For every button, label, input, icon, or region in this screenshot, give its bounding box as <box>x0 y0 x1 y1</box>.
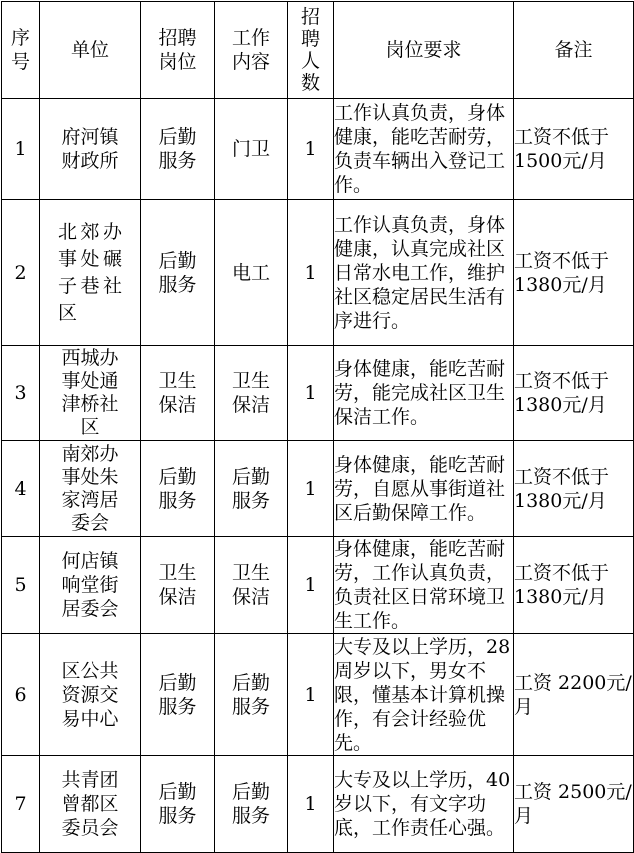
cell-requirements: 工作认真负责，身体健康，认真完成社区日常水电工作，维护社区稳定居民生活有序进行。 <box>334 200 514 346</box>
cell-count: 1 <box>288 634 334 756</box>
cell-content: 门卫 <box>215 99 288 200</box>
cell-seq: 6 <box>2 634 40 756</box>
cell-requirements: 大专及以上学历，28周岁以下，男女不限，懂基本计算机操作，有会计经验优先。 <box>334 634 514 756</box>
cell-content: 后勤服务 <box>215 634 288 756</box>
header-count: 招聘人数 <box>288 2 334 99</box>
cell-post: 卫生保洁 <box>141 346 215 441</box>
cell-content: 电工 <box>215 200 288 346</box>
cell-seq: 1 <box>2 99 40 200</box>
recruitment-table <box>1 1 634 853</box>
table-row <box>2 634 634 756</box>
cell-unit: 共青团曾都区委员会 <box>40 756 141 853</box>
cell-post: 后勤服务 <box>141 200 215 346</box>
cell-unit: 区公共资源交易中心 <box>40 634 141 756</box>
cell-unit: 北郊办事处碾子巷社区 <box>40 200 141 346</box>
cell-count: 1 <box>288 537 334 634</box>
table-row <box>2 346 634 441</box>
cell-post: 卫生保洁 <box>141 537 215 634</box>
cell-seq: 2 <box>2 200 40 346</box>
cell-requirements: 工作认真负责，身体健康，能吃苦耐劳，负责车辆出入登记工作。 <box>334 99 514 200</box>
cell-seq: 4 <box>2 441 40 537</box>
cell-notes: 工资不低于1380元/月 <box>514 200 634 346</box>
header-row <box>2 2 634 99</box>
cell-content: 后勤服务 <box>215 441 288 537</box>
cell-count: 1 <box>288 756 334 853</box>
cell-notes: 工资不低于1380元/月 <box>514 537 634 634</box>
cell-post: 后勤服务 <box>141 634 215 756</box>
cell-requirements: 身体健康，能吃苦耐劳，能完成社区卫生保洁工作。 <box>334 346 514 441</box>
cell-count: 1 <box>288 99 334 200</box>
cell-post: 后勤服务 <box>141 756 215 853</box>
header-seq: 序号 <box>2 2 40 99</box>
cell-seq: 5 <box>2 537 40 634</box>
cell-unit: 南郊办事处朱家湾居委会 <box>40 441 141 537</box>
cell-notes: 工资 2200元/月 <box>514 634 634 756</box>
cell-post: 后勤服务 <box>141 441 215 537</box>
cell-unit: 府河镇财政所 <box>40 99 141 200</box>
cell-seq: 7 <box>2 756 40 853</box>
cell-count: 1 <box>288 200 334 346</box>
cell-requirements: 身体健康，能吃苦耐劳，自愿从事街道社区后勤保障工作。 <box>334 441 514 537</box>
cell-content: 卫生保洁 <box>215 346 288 441</box>
header-post: 招聘岗位 <box>141 2 215 99</box>
cell-count: 1 <box>288 441 334 537</box>
cell-content: 后勤服务 <box>215 756 288 853</box>
header-content: 工作内容 <box>215 2 288 99</box>
cell-notes: 工资 2500元/月 <box>514 756 634 853</box>
table-row <box>2 99 634 200</box>
header-unit: 单位 <box>40 2 141 99</box>
cell-count: 1 <box>288 346 334 441</box>
cell-notes: 工资不低于1380元/月 <box>514 346 634 441</box>
cell-requirements: 身体健康，能吃苦耐劳，工作认真负责，负责社区日常环境卫生工作。 <box>334 537 514 634</box>
table-row <box>2 756 634 853</box>
table-row <box>2 441 634 537</box>
header-notes: 备注 <box>514 2 634 99</box>
cell-post: 后勤服务 <box>141 99 215 200</box>
cell-content: 卫生保洁 <box>215 537 288 634</box>
cell-notes: 工资不低于1500元/月 <box>514 99 634 200</box>
cell-seq: 3 <box>2 346 40 441</box>
cell-requirements: 大专及以上学历，40岁以下，有文字功底，工作责任心强。 <box>334 756 514 853</box>
header-requirements: 岗位要求 <box>334 2 514 99</box>
table-row <box>2 537 634 634</box>
cell-unit: 何店镇响堂街居委会 <box>40 537 141 634</box>
cell-notes: 工资不低于1380元/月 <box>514 441 634 537</box>
cell-unit: 西城办事处通津桥社区 <box>40 346 141 441</box>
table-row <box>2 200 634 346</box>
